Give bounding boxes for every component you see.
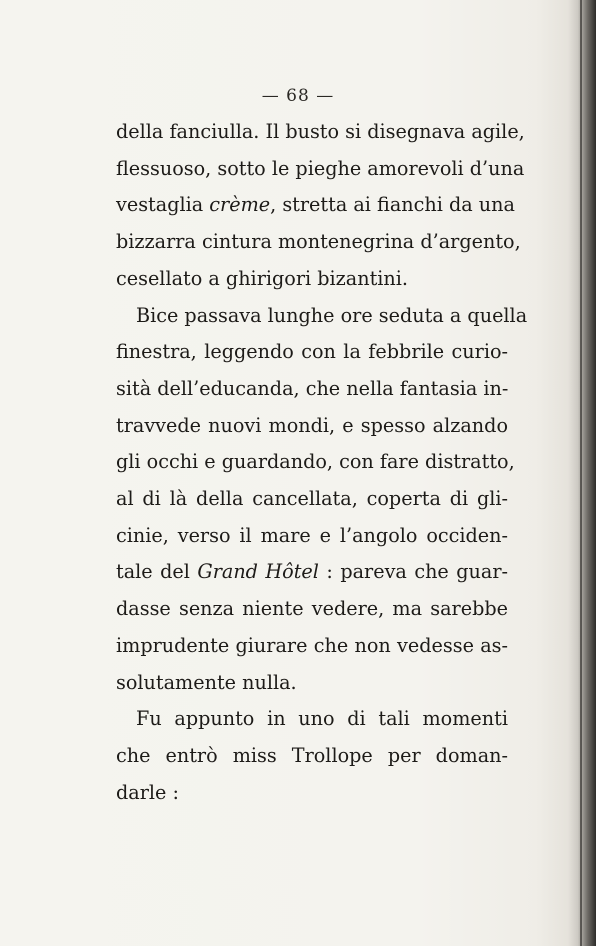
text-line bbox=[116, 554, 508, 591]
text-line: dasse senza niente vedere, ma sarebbe bbox=[116, 597, 508, 621]
text-line: flessuoso, sotto le pieghe amorevoli d’una bbox=[116, 156, 525, 180]
text-line: cinie, verso il mare e l’angolo occiden- bbox=[116, 523, 508, 547]
text-line: solutamente nulla. bbox=[116, 670, 297, 694]
text-span: tale del bbox=[116, 560, 198, 584]
text-line: darle : bbox=[116, 780, 179, 804]
paragraph-1 bbox=[116, 114, 525, 298]
text-line: Bice passava lunghe ore seduta a quella bbox=[136, 303, 528, 327]
text-line: gli occhi e guardando, con fare distratto, bbox=[116, 450, 515, 474]
text-line: bizzarra cintura montenegrina d’argento, bbox=[116, 230, 521, 254]
body-text bbox=[116, 114, 528, 811]
text-line: sità dell’educanda, che nella fantasia in- bbox=[116, 376, 509, 400]
text-line bbox=[116, 187, 515, 224]
text-line: della fanciulla. Il busto si disegnava agile, bbox=[116, 120, 525, 143]
text-line: finestra, leggendo con la febbrile curio- bbox=[116, 340, 508, 364]
page-binding-shadow bbox=[568, 0, 596, 946]
text-span: : pareva che guar- bbox=[318, 560, 508, 584]
italic-word: crème bbox=[209, 193, 271, 217]
text-line: al di là della cancellata, coperta di gli- bbox=[116, 487, 508, 511]
text-line: cesellato a ghirigori bizantini. bbox=[116, 266, 409, 290]
text-line: imprudente giurare che non vedesse as- bbox=[116, 633, 508, 657]
text-span: vestaglia bbox=[116, 193, 210, 217]
text-line: Fu appunto in uno di tali momenti bbox=[136, 707, 508, 731]
text-line: travvede nuovi mondi, e spesso alzando bbox=[116, 413, 508, 437]
page-number: — 68 — bbox=[261, 86, 335, 106]
paragraph-3 bbox=[116, 701, 508, 811]
italic-title: Grand Hôtel bbox=[197, 560, 319, 584]
text-line: che entrò miss Trollope per doman- bbox=[116, 743, 508, 767]
text-span: , stretta ai fianchi da una bbox=[270, 193, 515, 217]
paragraph-2 bbox=[116, 298, 528, 702]
page-binding-edge bbox=[580, 0, 582, 946]
